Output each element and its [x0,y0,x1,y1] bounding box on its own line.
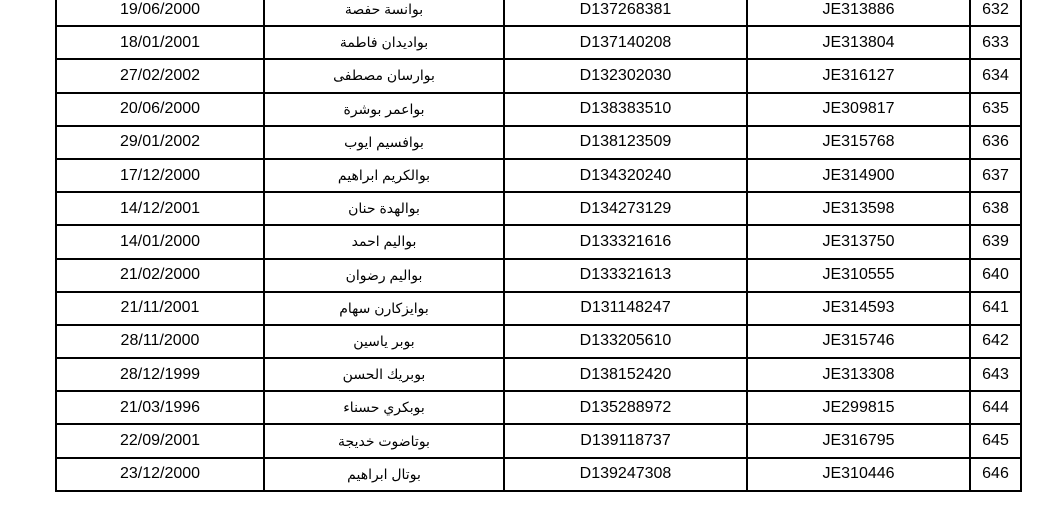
records-table [55,0,1022,492]
table-row [56,225,1021,258]
row-number-cell: 643 [970,358,1021,391]
row-number-cell: 635 [970,93,1021,126]
birth-date-cell: 21/02/2000 [56,259,264,292]
student-code-cell: JE309817 [747,93,970,126]
national-id-cell: D134320240 [504,159,747,192]
national-id-cell: D138383510 [504,93,747,126]
table-row [56,358,1021,391]
full-name-cell: بوايزكارن سهام [264,292,504,325]
birth-date-cell: 20/06/2000 [56,93,264,126]
full-name-cell: بوتال ابراهيم [264,458,504,491]
student-code-cell: JE315768 [747,126,970,159]
row-number-cell: 636 [970,126,1021,159]
row-number-cell: 637 [970,159,1021,192]
national-id-cell: D138152420 [504,358,747,391]
national-id-cell: D139247308 [504,458,747,491]
national-id-cell: D133205610 [504,325,747,358]
student-code-cell: JE313750 [747,225,970,258]
national-id-cell: D133321616 [504,225,747,258]
full-name-cell: بوالكريم ابراهيم [264,159,504,192]
birth-date-cell: 19/06/2000 [56,0,264,26]
student-code-cell: JE299815 [747,391,970,424]
full-name-cell: بوافسيم ايوب [264,126,504,159]
birth-date-cell: 28/11/2000 [56,325,264,358]
row-number-cell: 645 [970,424,1021,457]
student-code-cell: JE314593 [747,292,970,325]
full-name-cell: بوالهدة حنان [264,192,504,225]
national-id-cell: D137140208 [504,26,747,59]
row-number-cell: 640 [970,259,1021,292]
row-number-cell: 633 [970,26,1021,59]
full-name-cell: بواليم رضوان [264,259,504,292]
national-id-cell: D137268381 [504,0,747,26]
national-id-cell: D132302030 [504,59,747,92]
birth-date-cell: 28/12/1999 [56,358,264,391]
birth-date-cell: 14/01/2000 [56,225,264,258]
table-row [56,424,1021,457]
row-number-cell: 634 [970,59,1021,92]
student-code-cell: JE316127 [747,59,970,92]
birth-date-cell: 27/02/2002 [56,59,264,92]
student-code-cell: JE310555 [747,259,970,292]
student-code-cell: JE310446 [747,458,970,491]
full-name-cell: بواليم احمد [264,225,504,258]
national-id-cell: D134273129 [504,192,747,225]
national-id-cell: D131148247 [504,292,747,325]
table-row [56,126,1021,159]
row-number-cell: 642 [970,325,1021,358]
table-row [56,59,1021,92]
student-code-cell: JE314900 [747,159,970,192]
full-name-cell: بواعمر بوشرة [264,93,504,126]
table-row [56,192,1021,225]
national-id-cell: D135288972 [504,391,747,424]
table-row [56,93,1021,126]
full-name-cell: بوارسان مصطفى [264,59,504,92]
table-row [56,26,1021,59]
records-table-container [55,0,1020,492]
birth-date-cell: 14/12/2001 [56,192,264,225]
table-row [56,292,1021,325]
full-name-cell: بوتاضوت خديجة [264,424,504,457]
birth-date-cell: 21/11/2001 [56,292,264,325]
full-name-cell: بوبكري حسناء [264,391,504,424]
row-number-cell: 638 [970,192,1021,225]
student-code-cell: JE313598 [747,192,970,225]
student-code-cell: JE316795 [747,424,970,457]
student-code-cell: JE313886 [747,0,970,26]
full-name-cell: بواديدان فاطمة [264,26,504,59]
table-row [56,391,1021,424]
table-row [56,325,1021,358]
birth-date-cell: 23/12/2000 [56,458,264,491]
national-id-cell: D139118737 [504,424,747,457]
full-name-cell: بوانسة حفصة [264,0,504,26]
student-code-cell: JE313804 [747,26,970,59]
student-code-cell: JE315746 [747,325,970,358]
table-row [56,159,1021,192]
row-number-cell: 644 [970,391,1021,424]
full-name-cell: بوبر ياسين [264,325,504,358]
national-id-cell: D138123509 [504,126,747,159]
birth-date-cell: 21/03/1996 [56,391,264,424]
table-row [56,259,1021,292]
full-name-cell: بوبريك الحسن [264,358,504,391]
national-id-cell: D133321613 [504,259,747,292]
birth-date-cell: 22/09/2001 [56,424,264,457]
birth-date-cell: 29/01/2002 [56,126,264,159]
row-number-cell: 632 [970,0,1021,26]
row-number-cell: 646 [970,458,1021,491]
table-row [56,458,1021,491]
birth-date-cell: 18/01/2001 [56,26,264,59]
birth-date-cell: 17/12/2000 [56,159,264,192]
table-row [56,0,1021,26]
records-table-body [56,0,1021,491]
row-number-cell: 639 [970,225,1021,258]
row-number-cell: 641 [970,292,1021,325]
student-code-cell: JE313308 [747,358,970,391]
